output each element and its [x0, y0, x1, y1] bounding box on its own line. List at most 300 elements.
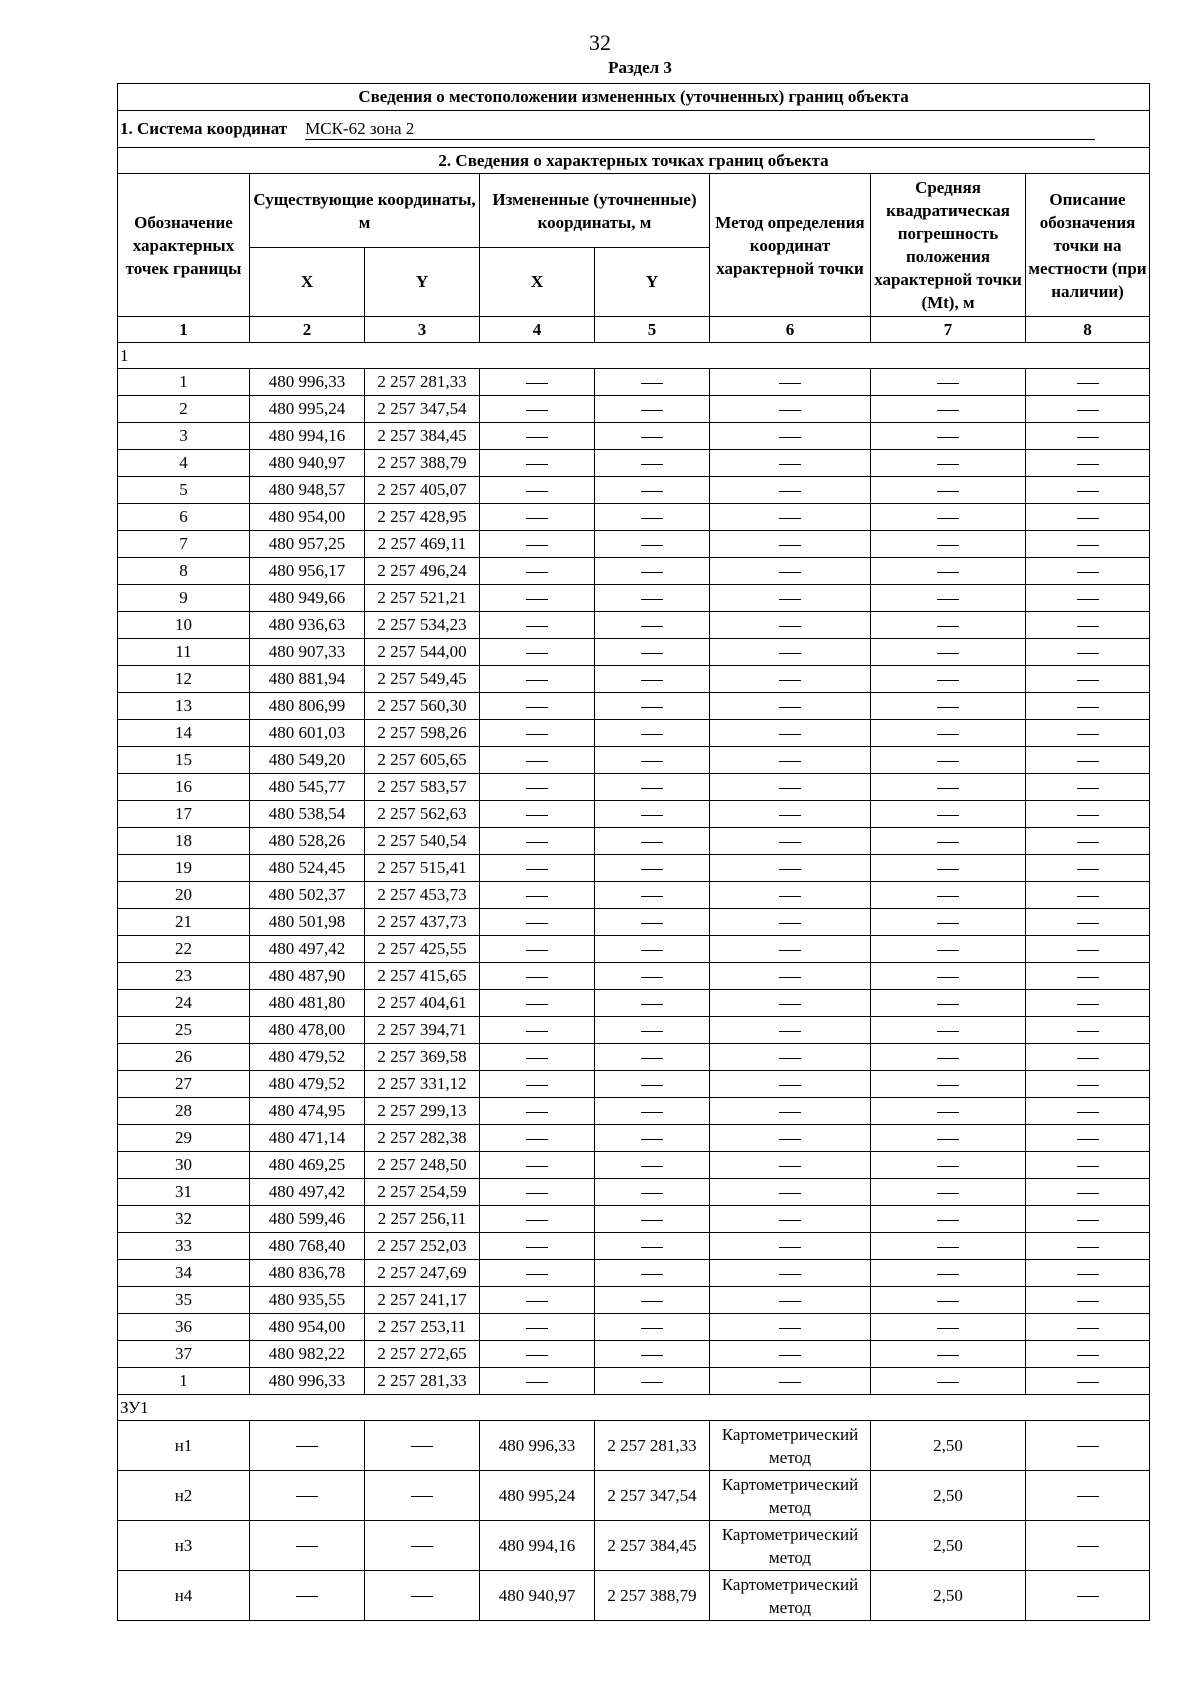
table-row — [118, 1098, 1150, 1125]
header-existing-y: Y — [365, 248, 480, 317]
point-number: 19 — [118, 855, 250, 882]
dash-mark — [526, 1031, 548, 1032]
existing-x: 480 599,46 — [250, 1206, 365, 1233]
dash-mark — [937, 761, 959, 762]
dash-mark — [641, 545, 663, 546]
dash-mark — [1077, 572, 1099, 573]
dash-mark — [641, 761, 663, 762]
existing-y: 2 257 369,58 — [365, 1044, 480, 1071]
dash-mark — [526, 1247, 548, 1248]
dash-mark — [526, 1220, 548, 1221]
empty-value — [595, 1071, 710, 1098]
table-row — [118, 1421, 1150, 1471]
header-point-designation: Обозначение характерных точек границы — [118, 174, 250, 317]
point-number: 28 — [118, 1098, 250, 1125]
point-number: 14 — [118, 720, 250, 747]
table-row — [118, 1571, 1150, 1621]
existing-y: 2 257 605,65 — [365, 747, 480, 774]
dash-mark — [526, 1382, 548, 1383]
empty-value — [710, 477, 871, 504]
dash-mark — [779, 734, 801, 735]
dash-mark — [526, 761, 548, 762]
empty-value — [595, 1152, 710, 1179]
existing-y: 2 257 247,69 — [365, 1260, 480, 1287]
empty-value — [595, 1017, 710, 1044]
empty-value — [595, 1260, 710, 1287]
empty-value — [1026, 504, 1150, 531]
empty-value — [710, 585, 871, 612]
dash-mark — [937, 788, 959, 789]
table-row — [118, 531, 1150, 558]
dash-mark — [641, 1031, 663, 1032]
empty-value — [1026, 666, 1150, 693]
empty-value — [480, 585, 595, 612]
empty-value — [710, 693, 871, 720]
empty-value — [710, 963, 871, 990]
dash-mark — [1077, 1112, 1099, 1113]
dash-mark — [1077, 707, 1099, 708]
empty-value — [871, 720, 1026, 747]
empty-value — [871, 369, 1026, 396]
point-number: 30 — [118, 1152, 250, 1179]
empty-value — [871, 612, 1026, 639]
dash-mark — [296, 1546, 318, 1547]
changed-y: 2 257 281,33 — [595, 1421, 710, 1471]
empty-value — [871, 585, 1026, 612]
empty-value — [595, 477, 710, 504]
empty-value — [1026, 1179, 1150, 1206]
table-row — [118, 828, 1150, 855]
dash-mark — [641, 842, 663, 843]
dash-mark — [937, 1328, 959, 1329]
empty-value — [710, 1233, 871, 1260]
dash-mark — [937, 842, 959, 843]
dash-mark — [937, 1166, 959, 1167]
point-number: 27 — [118, 1071, 250, 1098]
existing-x: 480 806,99 — [250, 693, 365, 720]
dash-mark — [1077, 896, 1099, 897]
dash-mark — [779, 1139, 801, 1140]
empty-value — [710, 612, 871, 639]
empty-value — [365, 1521, 480, 1571]
point-number: 21 — [118, 909, 250, 936]
empty-value — [1026, 1017, 1150, 1044]
empty-value — [480, 801, 595, 828]
empty-value — [480, 1206, 595, 1233]
existing-x: 480 479,52 — [250, 1071, 365, 1098]
empty-value — [595, 1368, 710, 1395]
empty-value — [710, 1368, 871, 1395]
dash-mark — [1077, 1546, 1099, 1547]
point-number: 25 — [118, 1017, 250, 1044]
dash-mark — [641, 464, 663, 465]
dash-mark — [1077, 869, 1099, 870]
empty-value — [480, 1098, 595, 1125]
empty-value — [710, 909, 871, 936]
empty-value — [480, 1179, 595, 1206]
empty-value — [595, 693, 710, 720]
table-row — [118, 1071, 1150, 1098]
table-row — [118, 1206, 1150, 1233]
header-method: Метод определения координат характерной точки — [710, 174, 871, 317]
existing-y: 2 257 404,61 — [365, 990, 480, 1017]
existing-y: 2 257 540,54 — [365, 828, 480, 855]
empty-value — [1026, 828, 1150, 855]
dash-mark — [526, 1004, 548, 1005]
table-row — [118, 963, 1150, 990]
dash-mark — [1077, 491, 1099, 492]
column-number: 4 — [480, 317, 595, 343]
empty-value — [710, 396, 871, 423]
accuracy-mt: 2,50 — [871, 1571, 1026, 1621]
existing-y: 2 257 252,03 — [365, 1233, 480, 1260]
dash-mark — [937, 653, 959, 654]
dash-mark — [641, 923, 663, 924]
point-number: н4 — [118, 1571, 250, 1621]
empty-value — [710, 423, 871, 450]
point-number: 36 — [118, 1314, 250, 1341]
accuracy-mt: 2,50 — [871, 1521, 1026, 1571]
coord-system-label: 1. Система координат — [120, 118, 288, 138]
empty-value — [871, 1314, 1026, 1341]
empty-value — [250, 1521, 365, 1571]
empty-value — [1026, 1314, 1150, 1341]
existing-x: 480 996,33 — [250, 1368, 365, 1395]
existing-x: 480 881,94 — [250, 666, 365, 693]
dash-mark — [1077, 1496, 1099, 1497]
empty-value — [710, 801, 871, 828]
table-row — [118, 369, 1150, 396]
dash-mark — [641, 1247, 663, 1248]
empty-value — [595, 720, 710, 747]
empty-value — [871, 1044, 1026, 1071]
empty-value — [480, 1341, 595, 1368]
empty-value — [595, 936, 710, 963]
empty-value — [710, 990, 871, 1017]
empty-value — [710, 1314, 871, 1341]
method: Картометрический метод — [710, 1421, 871, 1471]
empty-value — [1026, 1571, 1150, 1621]
empty-value — [710, 558, 871, 585]
dash-mark — [526, 815, 548, 816]
point-number: 29 — [118, 1125, 250, 1152]
empty-value — [595, 423, 710, 450]
point-number: 33 — [118, 1233, 250, 1260]
dash-mark — [1077, 1220, 1099, 1221]
empty-value — [480, 612, 595, 639]
dash-mark — [526, 437, 548, 438]
table-row — [118, 1287, 1150, 1314]
group-label: 1 — [118, 343, 1150, 369]
point-number: 22 — [118, 936, 250, 963]
dash-mark — [779, 950, 801, 951]
dash-mark — [526, 1139, 548, 1140]
empty-value — [595, 747, 710, 774]
dash-mark — [779, 1004, 801, 1005]
existing-x: 480 949,66 — [250, 585, 365, 612]
changed-x: 480 994,16 — [480, 1521, 595, 1571]
existing-y: 2 257 415,65 — [365, 963, 480, 990]
dash-mark — [779, 923, 801, 924]
dash-mark — [937, 680, 959, 681]
empty-value — [871, 1233, 1026, 1260]
table-row — [118, 1017, 1150, 1044]
column-number: 7 — [871, 317, 1026, 343]
dash-mark — [641, 1139, 663, 1140]
page-number: 32 — [589, 30, 611, 55]
dash-mark — [937, 626, 959, 627]
empty-value — [1026, 558, 1150, 585]
dash-mark — [526, 626, 548, 627]
existing-x: 480 907,33 — [250, 639, 365, 666]
empty-value — [1026, 855, 1150, 882]
dash-mark — [937, 896, 959, 897]
dash-mark — [411, 1496, 433, 1497]
point-number: 32 — [118, 1206, 250, 1233]
empty-value — [595, 1341, 710, 1368]
existing-y: 2 257 496,24 — [365, 558, 480, 585]
existing-x: 480 502,37 — [250, 882, 365, 909]
empty-value — [595, 585, 710, 612]
existing-x: 480 982,22 — [250, 1341, 365, 1368]
table-row — [118, 1341, 1150, 1368]
point-number: 18 — [118, 828, 250, 855]
dash-mark — [641, 626, 663, 627]
table-row — [118, 1260, 1150, 1287]
empty-value — [480, 1368, 595, 1395]
empty-value — [710, 1017, 871, 1044]
empty-value — [871, 558, 1026, 585]
dash-mark — [779, 464, 801, 465]
empty-value — [871, 801, 1026, 828]
empty-value — [595, 1206, 710, 1233]
empty-value — [871, 963, 1026, 990]
dash-mark — [779, 869, 801, 870]
empty-value — [1026, 747, 1150, 774]
dash-mark — [1077, 1166, 1099, 1167]
existing-y: 2 257 544,00 — [365, 639, 480, 666]
dash-mark — [779, 1355, 801, 1356]
dash-mark — [779, 1085, 801, 1086]
empty-value — [871, 774, 1026, 801]
empty-value — [871, 1206, 1026, 1233]
changed-x: 480 996,33 — [480, 1421, 595, 1471]
table-row — [118, 1179, 1150, 1206]
empty-value — [480, 693, 595, 720]
empty-value — [480, 369, 595, 396]
dash-mark — [1077, 1382, 1099, 1383]
empty-value — [595, 1098, 710, 1125]
empty-value — [710, 1287, 871, 1314]
dash-mark — [779, 1031, 801, 1032]
dash-mark — [937, 1112, 959, 1113]
dash-mark — [937, 734, 959, 735]
empty-value — [1026, 990, 1150, 1017]
existing-x: 480 479,52 — [250, 1044, 365, 1071]
existing-y: 2 257 347,54 — [365, 396, 480, 423]
empty-value — [871, 1179, 1026, 1206]
empty-value — [871, 423, 1026, 450]
coord-system-row — [118, 111, 1150, 148]
existing-x: 480 481,80 — [250, 990, 365, 1017]
empty-value — [365, 1421, 480, 1471]
point-number: 8 — [118, 558, 250, 585]
empty-value — [480, 720, 595, 747]
section-title: Раздел 3 — [608, 58, 672, 77]
table-row — [118, 801, 1150, 828]
dash-mark — [937, 545, 959, 546]
empty-value — [871, 477, 1026, 504]
point-number: 15 — [118, 747, 250, 774]
dash-mark — [641, 1220, 663, 1221]
dash-mark — [641, 383, 663, 384]
dash-mark — [937, 950, 959, 951]
dash-mark — [1077, 1301, 1099, 1302]
empty-value — [480, 936, 595, 963]
header-changed-x: X — [480, 248, 595, 317]
dash-mark — [1077, 761, 1099, 762]
empty-value — [480, 666, 595, 693]
dash-mark — [526, 1328, 548, 1329]
existing-y: 2 257 425,55 — [365, 936, 480, 963]
empty-value — [480, 855, 595, 882]
header-changed-y: Y — [595, 248, 710, 317]
empty-value — [1026, 1341, 1150, 1368]
dash-mark — [1077, 815, 1099, 816]
column-number: 3 — [365, 317, 480, 343]
dash-mark — [526, 1058, 548, 1059]
dash-mark — [641, 815, 663, 816]
empty-value — [480, 423, 595, 450]
table-row — [118, 1314, 1150, 1341]
dash-mark — [526, 1112, 548, 1113]
dash-mark — [1077, 653, 1099, 654]
dash-mark — [937, 1004, 959, 1005]
dash-mark — [779, 1328, 801, 1329]
point-number: 3 — [118, 423, 250, 450]
dash-mark — [1077, 680, 1099, 681]
existing-x: 480 474,95 — [250, 1098, 365, 1125]
empty-value — [710, 855, 871, 882]
table-row — [118, 882, 1150, 909]
point-number: 35 — [118, 1287, 250, 1314]
empty-value — [480, 1233, 595, 1260]
dash-mark — [779, 680, 801, 681]
existing-x: 480 524,45 — [250, 855, 365, 882]
empty-value — [1026, 1368, 1150, 1395]
dash-mark — [779, 653, 801, 654]
column-number: 8 — [1026, 317, 1150, 343]
empty-value — [595, 1287, 710, 1314]
table-row — [118, 909, 1150, 936]
empty-value — [871, 639, 1026, 666]
table-row — [118, 1368, 1150, 1395]
point-number: н3 — [118, 1521, 250, 1571]
empty-value — [480, 504, 595, 531]
empty-value — [1026, 774, 1150, 801]
table-row — [118, 504, 1150, 531]
existing-x: 480 940,97 — [250, 450, 365, 477]
table-row — [118, 990, 1150, 1017]
existing-y: 2 257 562,63 — [365, 801, 480, 828]
dash-mark — [641, 707, 663, 708]
dash-mark — [526, 491, 548, 492]
point-number: 34 — [118, 1260, 250, 1287]
table-row — [118, 1125, 1150, 1152]
dash-mark — [937, 869, 959, 870]
empty-value — [595, 882, 710, 909]
empty-value — [1026, 477, 1150, 504]
dash-mark — [1077, 437, 1099, 438]
empty-value — [1026, 963, 1150, 990]
dash-mark — [937, 1382, 959, 1383]
empty-value — [480, 1152, 595, 1179]
dash-mark — [526, 572, 548, 573]
empty-value — [710, 828, 871, 855]
accuracy-mt: 2,50 — [871, 1471, 1026, 1521]
coord-system-value: МСК-62 зона 2 — [305, 119, 1095, 140]
dash-mark — [1077, 383, 1099, 384]
empty-value — [595, 558, 710, 585]
method: Картометрический метод — [710, 1471, 871, 1521]
empty-value — [595, 531, 710, 558]
empty-value — [1026, 909, 1150, 936]
existing-y: 2 257 521,21 — [365, 585, 480, 612]
empty-value — [595, 828, 710, 855]
point-number: 31 — [118, 1179, 250, 1206]
changed-x: 480 940,97 — [480, 1571, 595, 1621]
dash-mark — [1077, 464, 1099, 465]
empty-value — [871, 531, 1026, 558]
empty-value — [595, 666, 710, 693]
method: Картометрический метод — [710, 1571, 871, 1621]
dash-mark — [526, 869, 548, 870]
table-row — [118, 855, 1150, 882]
empty-value — [1026, 369, 1150, 396]
empty-value — [710, 1260, 871, 1287]
dash-mark — [641, 788, 663, 789]
empty-value — [871, 1125, 1026, 1152]
point-number: 7 — [118, 531, 250, 558]
existing-y: 2 257 469,11 — [365, 531, 480, 558]
empty-value — [480, 909, 595, 936]
dash-mark — [779, 599, 801, 600]
existing-x: 480 954,00 — [250, 1314, 365, 1341]
dash-mark — [641, 653, 663, 654]
dash-mark — [641, 1355, 663, 1356]
changed-y: 2 257 384,45 — [595, 1521, 710, 1571]
boundary-points-table — [117, 83, 1150, 1621]
empty-value — [871, 747, 1026, 774]
empty-value — [710, 936, 871, 963]
empty-value — [871, 855, 1026, 882]
empty-value — [1026, 1071, 1150, 1098]
existing-y: 2 257 281,33 — [365, 1368, 480, 1395]
empty-value — [871, 909, 1026, 936]
dash-mark — [641, 1328, 663, 1329]
empty-value — [480, 747, 595, 774]
dash-mark — [779, 518, 801, 519]
dash-mark — [526, 1166, 548, 1167]
empty-value — [871, 666, 1026, 693]
table-row — [118, 936, 1150, 963]
empty-value — [250, 1571, 365, 1621]
dash-mark — [937, 1193, 959, 1194]
dash-mark — [779, 1193, 801, 1194]
empty-value — [1026, 1206, 1150, 1233]
dash-mark — [1077, 1247, 1099, 1248]
dash-mark — [1077, 734, 1099, 735]
